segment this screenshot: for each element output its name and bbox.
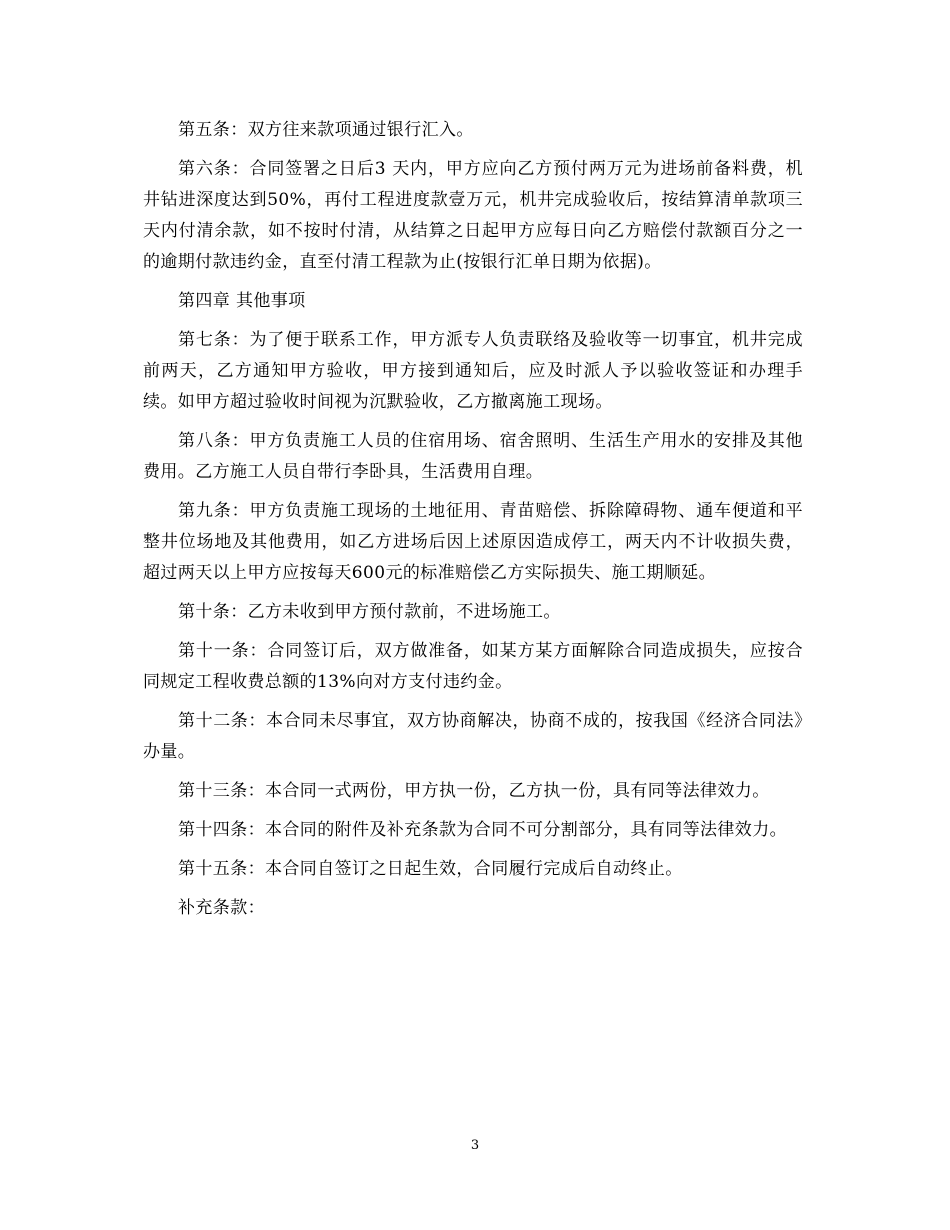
article-15: 第十五条：本合同自签订之日起生效，合同履行完成后自动终止。 bbox=[178, 859, 683, 879]
supplementary-clauses-heading: 补充条款： bbox=[178, 898, 265, 918]
page-number: 3 bbox=[470, 1138, 480, 1153]
article-14: 第十四条：本合同的附件及补充条款为合同不可分割部分，具有同等法律效力。 bbox=[178, 820, 787, 840]
article-9: 第九条：甲方负责施工现场的土地征用、青苗赔偿、拆除障碍物、通车便道和平整井位场地及其他费用，如乙方进场后因上述原因造成停工，两天内不计收损失费，超过两天以上甲方应按每天600元的标准赔偿乙方实际损失、施工期顺延。 bbox=[143, 501, 803, 583]
article-5: 第五条：双方往来款项通过银行汇入。 bbox=[178, 120, 474, 140]
article-12: 第十二条：本合同未尽事宜，双方协商解决，协商不成的，按我国《经济合同法》办量。 bbox=[143, 711, 803, 762]
article-10: 第十条：乙方未收到甲方预付款前，不进场施工。 bbox=[178, 602, 561, 622]
article-13: 第十三条：本合同一式两份，甲方执一份，乙方执一份，具有同等法律效力。 bbox=[178, 781, 770, 801]
document-body bbox=[143, 115, 803, 932]
chapter-4-heading: 第四章 其他事项 bbox=[178, 291, 306, 311]
article-11: 第十一条：合同签订后，双方做准备，如某方某方面解除合同造成损失，应按合同规定工程收费总额的13%向对方支付违约金。 bbox=[143, 641, 803, 692]
article-8: 第八条：甲方负责施工人员的住宿用场、宿舍照明、生活生产用水的安排及其他费用。乙方施工人员自带行李卧具，生活费用自理。 bbox=[143, 431, 803, 482]
article-6: 第六条：合同签署之日后3 天内，甲方应向乙方预付两万元为进场前备料费，机井钻进深度达到50%，再付工程进度款壹万元，机井完成验收后，按结算清单款项三天内付清余款，如不按时付清，从结算之日起甲方应每日向乙方赔偿付款额百分之一的逾期付款违约金，直至付清工程款为止(按银行汇单日期为依据)。 bbox=[143, 159, 803, 272]
article-7: 第七条：为了便于联系工作，甲方派专人负责联络及验收等一切事宜，机井完成前两天，乙方通知甲方验收，甲方接到通知后，应及时派人予以验收签证和办理手续。如甲方超过验收时间视为沉默验收，乙方撤离施工现场。 bbox=[143, 330, 803, 412]
